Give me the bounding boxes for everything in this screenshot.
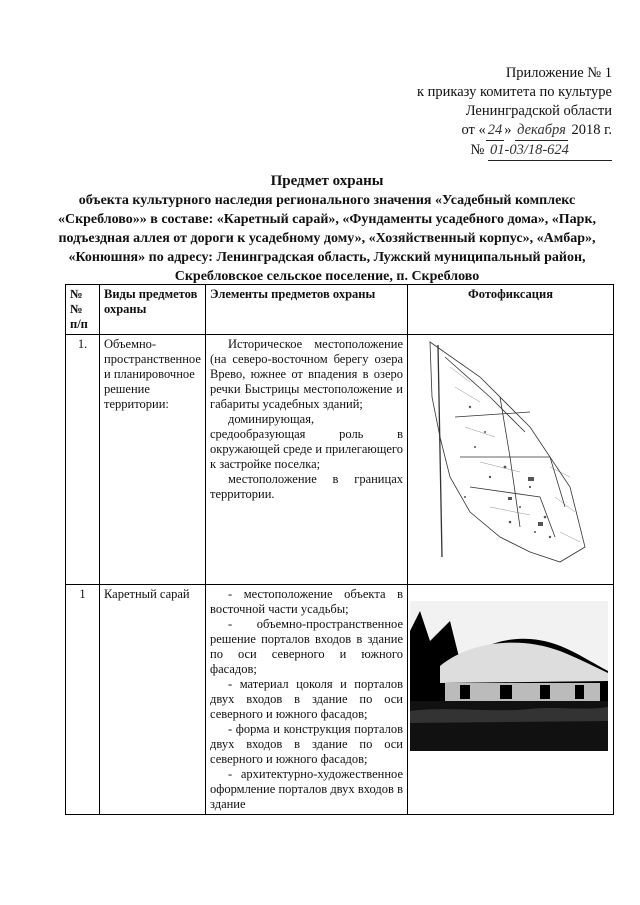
appendix-line3: Ленинградской области [465, 103, 612, 119]
date-month: декабря [515, 121, 568, 141]
element-text: - архитектурно-художественное оформление порталов двух входов в здание [210, 767, 403, 811]
header-elements: Элементы предметов охраны [206, 285, 408, 335]
table-header-row [66, 285, 614, 335]
protection-table [65, 284, 614, 815]
element-text: Историческое местоположение (на северо-восточном берегу озера Врево, южнее от впадения в озеро речки Быстрицы местоположение и габариты усадебных зданий; [210, 337, 403, 411]
element-text: - объемно-пространственное решение порталов входов в здание по оси северного и южного фасадов; [210, 617, 403, 676]
table-row [66, 335, 614, 585]
appendix-block [352, 64, 612, 161]
title-heading: Предмет охраны [270, 173, 384, 189]
element-text: местоположение в границах территории. [210, 472, 403, 501]
appendix-number [352, 141, 612, 161]
row-elements [206, 335, 408, 585]
site-plan-map [410, 337, 608, 569]
element-text: доминирующая, средообразующая роль в окружающей среде и прилегающего к застройке поселка; [210, 412, 403, 471]
row-num: 1 [66, 585, 100, 815]
title-body: объекта культурного наследия регионального значения «Усадебный комплекс «Скреблово»» в составе: «Каретный сарай», «Фундаменты усадебного дома», «Парк, подъездная аллея от дороги к усадебному дому», «Хозяйственный корпус», «Амбар», «Конюшня» по адресу: Ленинградская область, Лужский муниципальный район, Скребловское сельское поселение, п. Скреблово [57, 193, 597, 284]
row-type: Объемно-пространственное и планировочное решение территории: [100, 335, 206, 585]
photo-cell [408, 335, 614, 585]
photo-cell [408, 585, 614, 815]
header-num: №№ п/п [66, 285, 100, 335]
date-prefix: от « [461, 122, 486, 138]
row-elements [206, 585, 408, 815]
element-text: - материал цоколя и порталов двух входов в здание по оси северного и южного фасадов; [210, 677, 403, 721]
element-text: - местоположение объекта в восточной части усадьбы; [210, 587, 403, 616]
header-type: Виды предметов охраны [100, 285, 206, 335]
date-year: 2018 г. [571, 122, 612, 138]
appendix-line1: Приложение № 1 [505, 65, 612, 81]
element-text: - форма и конструкция порталов двух входов в здание по оси северного и южного фасадов; [210, 722, 403, 766]
header-photo: Фотофиксация [408, 285, 614, 335]
appendix-line2: к приказу комитета по культуре [416, 84, 612, 100]
appendix-date [352, 121, 612, 141]
carriage-shed-photo [410, 601, 608, 751]
table-row [66, 585, 614, 815]
number-prefix: № [470, 142, 485, 158]
date-day: 24 [486, 121, 505, 141]
document-title [40, 172, 614, 286]
date-mid: » [504, 122, 512, 138]
row-type: Каретный сарай [100, 585, 206, 815]
row-num: 1. [66, 335, 100, 585]
order-number: 01-03/18-624 [488, 141, 612, 161]
